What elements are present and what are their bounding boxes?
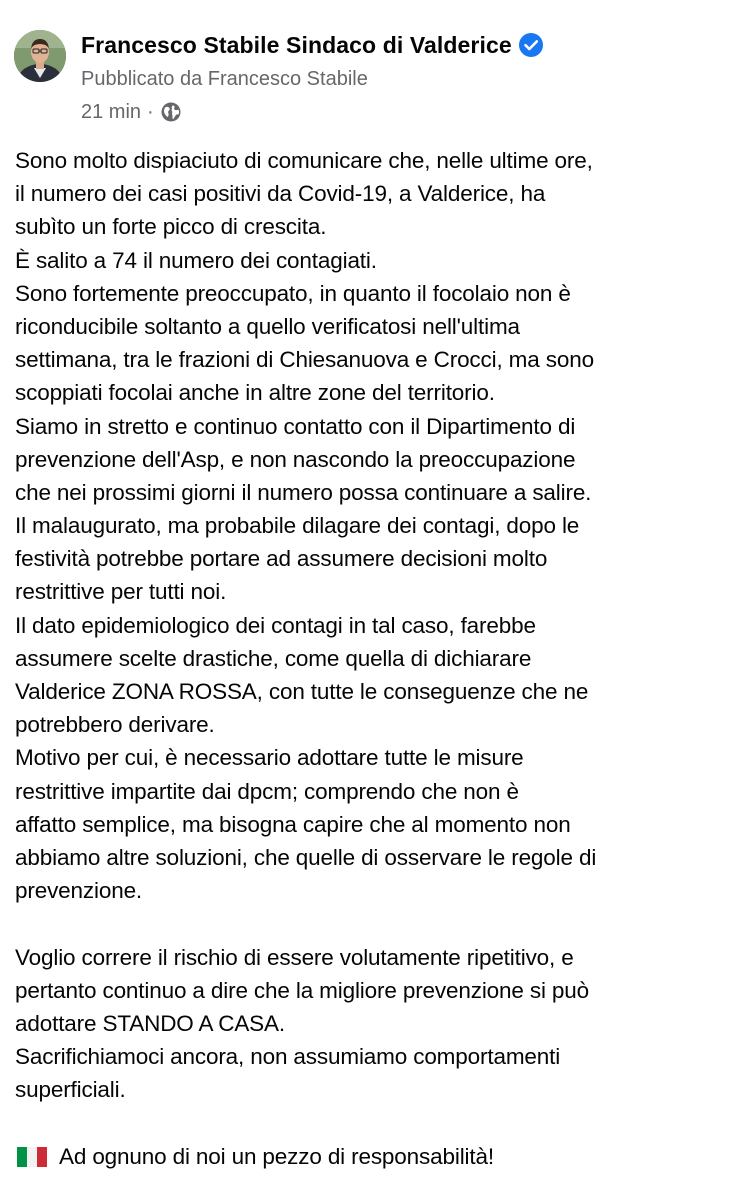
post-line: adottare STANDO A CASA. <box>15 1010 285 1036</box>
post-line: scoppiati focolai anche in altre zone del territorio. <box>15 380 495 406</box>
closing-line <box>15 1140 735 1173</box>
post-line: il numero dei casi positivi da Covid-19, a Valderice, ha <box>15 181 546 207</box>
verified-badge-icon <box>518 32 544 58</box>
post-line: Voglio correre il rischio di essere volutamente ripetitivo, e <box>15 944 574 970</box>
meta-separator: · <box>147 100 154 123</box>
avatar-photo-icon <box>14 30 66 82</box>
post-line: subìto un forte picco di crescita. <box>15 214 327 240</box>
post-line: affatto semplice, ma bisogna capire che al momento non <box>15 811 571 837</box>
post-line: Siamo in stretto e continuo contatto con il Dipartimento di <box>15 413 576 439</box>
post-line: prevenzione dell'Asp, e non nascondo la preoccupazione <box>15 446 576 472</box>
closing-text: Ad ognuno di noi un pezzo di responsabilità! <box>59 1143 494 1169</box>
post-line: Il dato epidemiologico dei contagi in tal caso, farebbe <box>15 612 536 638</box>
page-name[interactable]: Francesco Stabile Sindaco di Valderice <box>81 31 512 58</box>
post-line: Motivo per cui, è necessario adottare tutte le misure <box>15 745 524 771</box>
post-line: assumere scelte drastiche, come quella di dichiarare <box>15 645 532 671</box>
page-name-row <box>81 30 544 60</box>
post-blank-line <box>15 907 735 940</box>
post-line: abbiamo altre soluzioni, che quelle di osservare le regole di <box>15 844 597 870</box>
post-line: settimana, tra le frazioni di Chiesanuova e Crocci, ma sono <box>15 347 594 373</box>
post-line: Sono molto dispiaciuto di comunicare che, nelle ultime ore, <box>15 148 593 173</box>
post-line: festività potrebbe portare ad assumere decisioni molto <box>15 546 548 572</box>
post-line: potrebbero derivare. <box>15 712 215 738</box>
post-line: Valderice ZONA ROSSA, con tutte le conseguenze che ne <box>15 679 589 704</box>
globe-icon[interactable] <box>160 101 182 123</box>
post-line: È salito a 74 il numero dei contagiati. <box>15 247 377 273</box>
post-blank-line <box>15 1106 735 1139</box>
page-avatar[interactable] <box>14 30 66 82</box>
post-line: Sacrifichiamoci ancora, non assumiamo comportamenti <box>15 1044 561 1070</box>
post-header <box>14 28 734 128</box>
post-timestamp[interactable]: 21 min <box>81 100 142 123</box>
published-by: Pubblicato da Francesco Stabile <box>81 68 368 90</box>
post-line: restrittive impartite dai dpcm; comprendo che non è <box>15 778 519 804</box>
post-line: Sono fortemente preoccupato, in quanto il focolaio non è <box>15 280 571 306</box>
post-line: Il malaugurato, ma probabile dilagare dei contagi, dopo le <box>15 513 580 539</box>
post-line: restrittive per tutti noi. <box>15 579 227 605</box>
post-line: superficiali. <box>15 1077 126 1103</box>
post-line: che nei prossimi giorni il numero possa continuare a salire. <box>15 479 592 505</box>
post-body <box>15 144 735 1173</box>
post-meta <box>81 98 182 126</box>
post-line: pertanto continuo a dire che la migliore prevenzione si può <box>15 977 590 1003</box>
post-line: riconducibile soltanto a quello verificatosi nell'ultima <box>15 313 520 339</box>
italy-flag-icon <box>17 1147 47 1167</box>
post-line: prevenzione. <box>15 878 143 904</box>
